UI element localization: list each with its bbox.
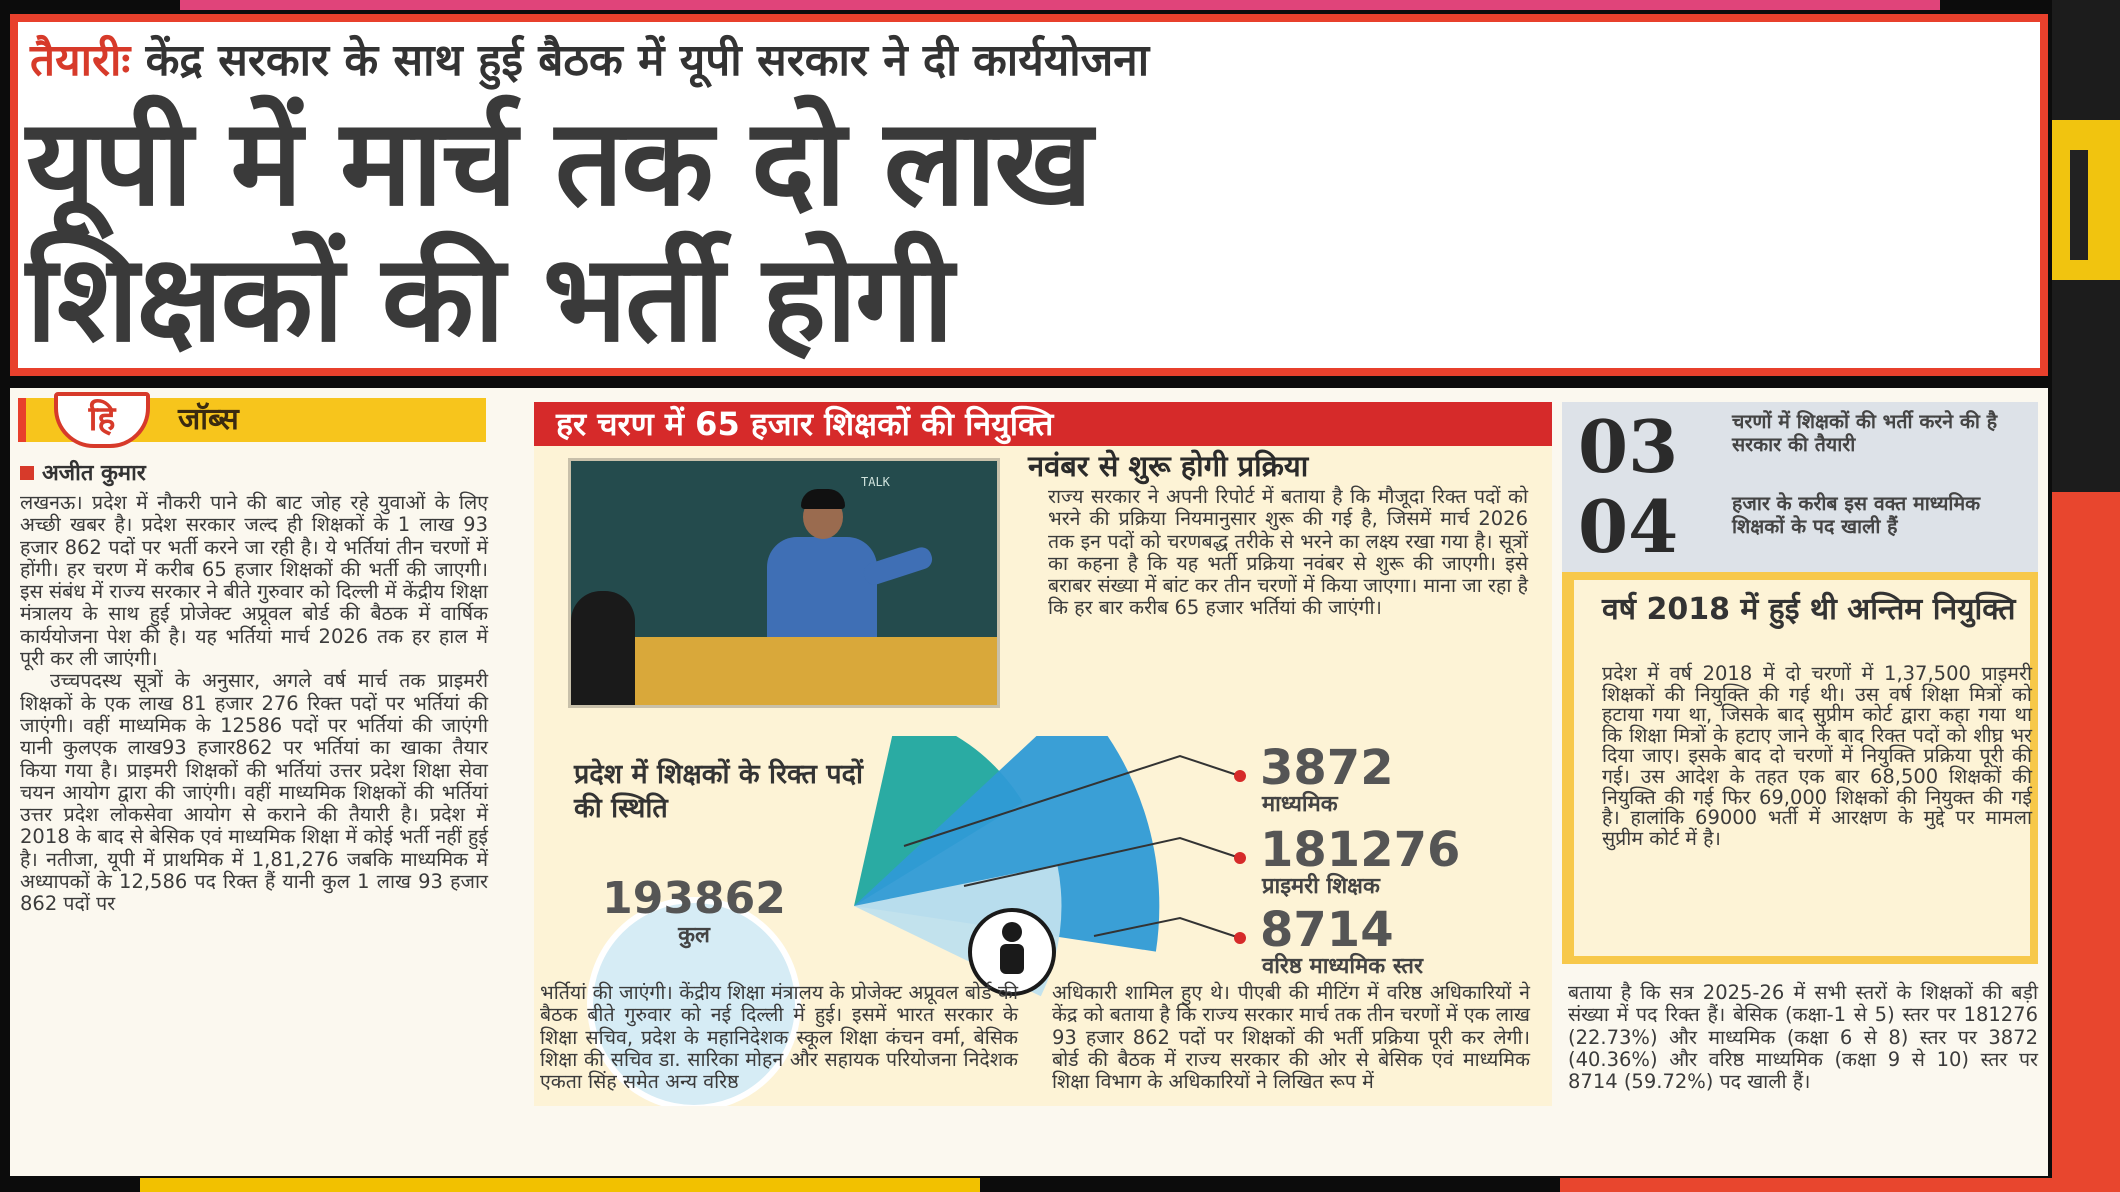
top-decor-strip [180, 0, 1940, 10]
infographic-banner: हर चरण में 65 हजार शिक्षकों की नियुक्ति [534, 402, 1552, 446]
kicker [30, 32, 1149, 90]
bottom-yellow-strip [140, 1178, 980, 1192]
stat-value-secondary: 3872 [1260, 740, 1394, 796]
stat-vacancy-text: हजार के करीब इस वक्त माध्यमिक शिक्षकों के पद खाली हैं [1732, 492, 1981, 538]
bottom-column-1: भर्तियां की जाएंगी। केंद्रीय शिक्षा मंत्रालय के प्रोजेक्ट अप्रूवल बोर्ड की बैठक बीते गुरुवार को नई दिल्ली में हुई। इसमें भारत सरकार के शिक्षा सचिव, प्रदेश के महानिदेशक स्कूल शिक्षा कंचन वर्मा, बेसिक शिक्षा की सचिव डा. सारिका मोहन और सहायक परियोजना निदेशक एकता सिंह समेत अन्य वरिष्ठ [540, 981, 1018, 1094]
classroom-photo [568, 458, 1000, 708]
teacher-hair [801, 489, 845, 509]
history-text: प्रदेश में वर्ष 2018 में दो चरणों में 1,37,500 प्राइमरी शिक्षकों की नियुक्ति की गई थी। उस वर्ष शिक्षा मित्रों को हटाया गया था, जिसके बाद सुप्रीम कोर्ट द्वारा कहा गया था कि शिक्षा मित्रों के हटाए जाने के बाद रिक्त पदों को शीघ्र भर दिया जाए। इसके बाद दो चरणों में नियुक्ति प्रक्रिया पूरी की गई। उस आदेश के तहत एक बार 68,500 शिक्षकों की नियुक्ति की गई फिर 69,000 शिक्षकों की नियुक्त की गई है। हालांकि 69000 भर्ती में आरक्षण के मुद्दे पर मामला सुप्रीम कोर्ट में है। [1602, 662, 2032, 850]
infographic-subhead: नवंबर से शुरू होगी प्रक्रिया [1028, 449, 1309, 483]
bottom-column-3: बताया है कि सत्र 2025-26 में सभी स्तरों के शिक्षकों की बड़ी संख्या में पद रिक्त हैं। बेसिक (कक्षा-1 से 5) स्तर पर 181276 (22.73%) और माध्यमिक (कक्षा 6 से 8) स्तर पर 3872 (40.36%) और वरिष्ठ माध्यमिक (कक्षा 9 से 10) स्तर पर 8714 (59.72%) पद खाली हैं। [1568, 981, 2038, 1094]
stat-label-secondary: माध्यमिक [1262, 792, 1338, 817]
left-paragraph-2: उच्चपदस्थ सूत्रों के अनुसार, अगले वर्ष मार्च तक प्राइमरी शिक्षकों के एक लाख 81 हजार 276 रिक्त पदों पर भर्तियां की जाएंगी। वहीं माध्यमिक के 12586 पदों पर भर्तियां की जाएंगी यानी कुलएक लाख93 हजार862 पर भर्तियां का खाका तैयार किया गया है। प्राइमरी शिक्षकों की भर्तियां उत्तर प्रदेश शिक्षा सेवा चयन आयोग द्वारा की जाएंगी। वहीं माध्यमिक शिक्षकों की भर्तियां उत्तर प्रदेश लोकसेवा आयोग से कराने की तैयारी है। प्रदेश में 2018 के बाद से बेसिक एवं माध्यमिक शिक्षा में कोई भर्ती नहीं हुई है। नतीजा, यूपी में प्राथमिक में 1,81,276 जबकि माध्यमिक में अध्यापकों के 12,586 पद रिक्त हैं यानी कुल 1 लाख 93 हजार 862 पदों पर [20, 669, 488, 916]
infographic-text: राज्य सरकार ने अपनी रिपोर्ट में बताया है कि मौजूदा रिक्त पदों को भरने की प्रक्रिया नियमानुसार शुरू की गई है, जिसमें मार्च 2026 तक इन पदों को चरणबद्ध तरीके से भरने का लक्ष्य रखा गया है। सूत्रों का कहना है कि यह भर्ती प्रक्रिया नवंबर से शुरू की जाएगी। इसे बराबर संख्या में बांट कर तीन चरणों में किया जाएगा। माना जा रहा है कि हर बार करीब 65 हजार भर्तियां की जाएंगी। [1048, 485, 1528, 620]
stat-phases-text: चरणों में शिक्षकों की भर्ती करने की है सरकार की तैयारी [1732, 410, 1998, 456]
stat-vacancy-value: 04 [1578, 484, 1679, 569]
section-strip-accent [18, 398, 26, 442]
student-silhouette [571, 591, 635, 708]
article-page [10, 388, 2048, 1176]
chart-title: प्रदेश में शिक्षकों के रिक्त पदों की स्थिति [574, 759, 863, 824]
right-red-edge [2052, 492, 2120, 1192]
headline-box [10, 14, 2048, 376]
byline-name: अजीत कुमार [42, 461, 146, 486]
chart-leader-dot-2 [1234, 932, 1246, 944]
hindustan-logo: हि [54, 392, 150, 448]
section-label: जॉब्स [178, 402, 239, 437]
stat-value-primary: 181276 [1260, 822, 1461, 878]
kicker-text: केंद्र सरकार के साथ हुई बैठक में यूपी सरकार ने दी कार्ययोजना [145, 35, 1150, 86]
headline-title-line2: शिक्षकों की भर्ती होगी [26, 230, 952, 369]
history-heading: वर्ष 2018 में हुई थी अन्तिम नियुक्ति [1602, 592, 2016, 627]
history-box-inner [1574, 580, 2030, 956]
bottom-column-2: अधिकारी शामिल हुए थे। पीएबी की मीटिंग में वरिष्ठ अधिकारियों ने केंद्र को बताया है कि राज्य सरकार मार्च तक तीन चरणों में एक लाख 93 हजार 862 पदों पर शिक्षकों की भर्ती प्रक्रिया पूरी कर लेगी। बोर्ड की बैठक में राज्य सरकार की ओर से बेसिक एवं माध्यमिक शिक्षा विभाग के अधिकारियों ने लिखित रूप में [1052, 981, 1530, 1094]
stat-label-primary: प्राइमरी शिक्षक [1262, 874, 1380, 899]
chart-total-value: 193862 [602, 873, 786, 924]
stats-box [1562, 402, 2038, 572]
history-box [1562, 572, 2038, 964]
right-glyph-fragment [2070, 150, 2120, 260]
left-paragraph-1: लखनऊ। प्रदेश में नौकरी पाने की बाट जोह रहे युवाओं के लिए अच्छी खबर है। प्रदेश सरकार जल्द ही शिक्षकों के 1 लाख 93 हजार 862 पदों पर भर्ती करने जा रही है। ये भर्तियां तीन चरणों में होंगी। हर चरण में करीब 65 हजार शिक्षकों की भर्ती की जाएगी। इस संबंध में राज्य सरकार ने बीते गुरुवार को दिल्ली में केंद्रीय शिक्षा मंत्रालय के साथ हुई प्रोजेक्ट अप्रूवल बोर्ड की बैठक में वार्षिक कार्ययोजना पेश की है। यह भर्तियां मार्च 2026 तक हर हाल में पूरी कर ली जाएंगी। [20, 491, 488, 671]
byline-square-icon [20, 466, 34, 480]
chart-leader-dot-0 [1234, 770, 1246, 782]
desk [571, 637, 1000, 708]
teacher-icon-body [1000, 944, 1024, 974]
stat-value-senior-secondary: 8714 [1260, 902, 1394, 958]
chalk-text: TALK [861, 475, 890, 489]
headline-title-line1: यूपी में मार्च तक दो लाख [26, 94, 1091, 233]
byline [20, 460, 146, 488]
chart-total-label: कुल [678, 923, 710, 948]
bottom-red-strip [1560, 1178, 2052, 1192]
chart-leader-dot-1 [1234, 852, 1246, 864]
teacher-icon-head [1002, 922, 1022, 942]
stat-label-senior-secondary: वरिष्ठ माध्यमिक स्तर [1262, 954, 1423, 979]
left-column [20, 492, 488, 916]
stat-phases-value: 03 [1578, 404, 1679, 489]
kicker-label: तैयारीः [30, 35, 131, 86]
